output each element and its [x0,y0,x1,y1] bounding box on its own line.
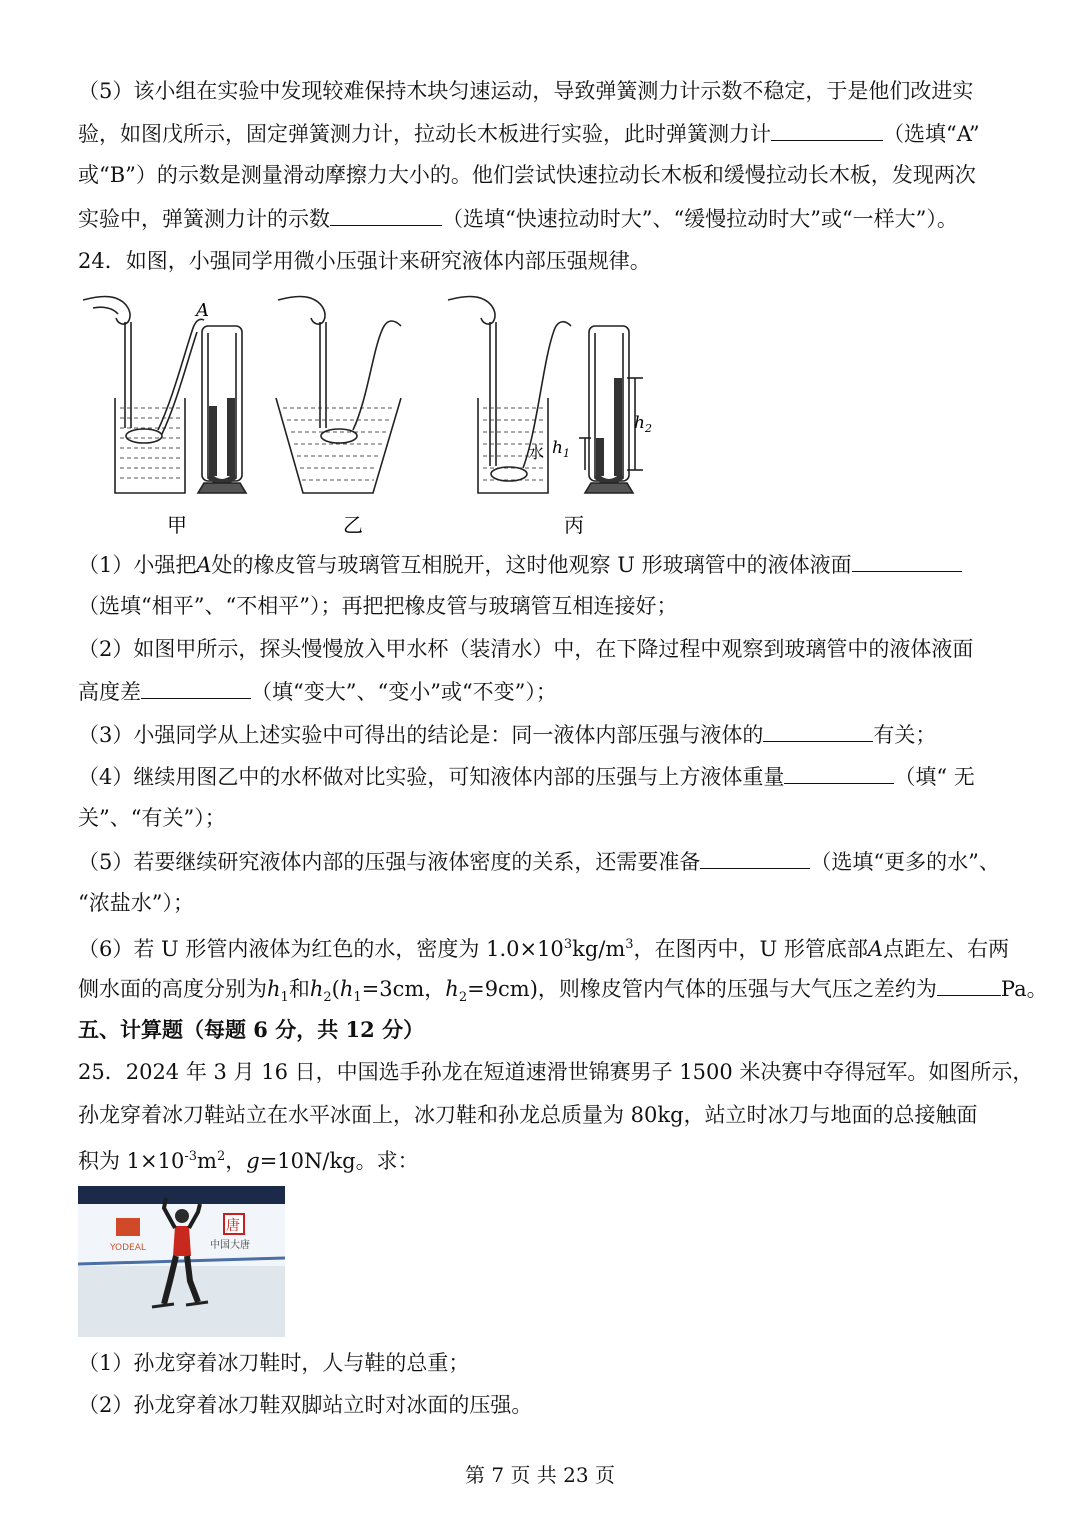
text: （选填“A” [883,122,980,146]
text: h [267,977,281,1001]
q24-s1-line1 [78,549,1008,580]
logo-mark [116,1218,140,1236]
figure-yi [276,297,401,494]
skater-photo [78,1186,285,1337]
text: 验，如图戊所示，固定弹簧测力计，拉动长木板进行实验，此时弹簧测力计 [78,122,771,146]
text: ，在图丙中，U 形管底部 [633,937,868,961]
text: =10N/kg。求： [259,1149,419,1173]
q24-s4-line2: 关”、“有关”）； [78,806,226,830]
q25-line3 [78,1142,1008,1176]
text: 侧水面的高度分别为 [78,977,267,1001]
page-footer: 第 7 页 共 23 页 [465,1463,615,1487]
text: 高度差 [78,680,141,704]
text: 实验中，弹簧测力计的示数 [78,207,330,231]
text: A [196,553,212,577]
label-bing: 丙 [564,513,584,537]
text: h [309,977,324,1001]
text: （1）小强把 [78,553,197,577]
q25-s2: （2）孙龙穿着冰刀鞋双脚站立时对冰面的压强。 [78,1393,533,1417]
answer-blank[interactable] [763,719,873,742]
text: （3）小强同学从上述实验中可得出的结论是：同一液体内部压强与液体的 [78,723,764,747]
label-h2: $h_2$ [634,413,652,435]
q24-s5-line2: “浓盐水”）； [78,891,194,915]
answer-blank[interactable] [700,846,810,869]
text: （填“ 无 [894,765,975,789]
sub: 1 [353,990,362,1006]
text: h [339,977,354,1001]
q24-s2-line2 [78,676,1008,707]
text: 有关； [873,723,937,747]
sup: 3 [563,937,573,952]
q23-p5-line3: 或“B”）的示数是测量滑动摩擦力大小的。他们尝试快速拉动长木板和缓慢拉动长木板，发现两次 [78,163,976,187]
label-water: 水 [528,443,545,462]
text: A [867,937,884,961]
q23-p5-line4 [78,203,1008,234]
answer-blank[interactable] [141,676,251,699]
text: 点距左、右两 [883,937,1010,961]
text: m [197,1149,217,1173]
text: （6）若 U 形管内液体为红色的水，密度为 1.0×10 [78,937,564,961]
text: =9cm)，则橡皮管内气体的压强与大气压之差约为 [467,977,937,1001]
answer-blank[interactable] [784,761,894,784]
logo-mark-text: 唐 [226,1218,240,1234]
text: 处的橡皮管与玻璃管互相脱开，这时他观察 U 形玻璃管中的液体液面 [211,553,852,577]
text: （4）继续用图乙中的水杯做对比实验，可知液体内部的压强与上方液体重量 [78,765,785,789]
figure-jia [83,297,246,494]
q24-s3 [78,719,1008,750]
text: ， [225,1149,247,1173]
text: ( [331,977,340,1001]
sub: 2 [458,990,468,1006]
sup: -3 [184,1149,198,1164]
logo-text-2: 中国大唐 [210,1240,250,1251]
figure-bing [448,297,643,494]
q25-line2: 孙龙穿着冰刀鞋站立在水平冰面上，冰刀鞋和孙龙总质量为 80kg，站立时冰刀与地面的总接触面 [78,1103,978,1127]
skater-photo-illustration [78,1186,285,1337]
text: kg/m [572,937,626,961]
text: Pa。 [1000,977,1048,1001]
text: （5）若要继续研究液体内部的压强与液体密度的关系，还需要准备 [78,850,701,874]
q24-s4-line1 [78,761,1008,792]
text: （填“变大”、“变小”或“不变”）； [251,680,557,704]
q24-s6-line2 [78,973,1048,1013]
text: g [246,1149,260,1173]
section-title: 五、计算题（每题 6 分，共 12 分） [78,1017,425,1042]
label-yi: 乙 [343,513,363,537]
sub: 1 [280,990,289,1006]
text: h [445,977,459,1001]
text: =3cm， [361,977,446,1001]
text: 和 [288,977,310,1001]
label-a: A [196,300,209,321]
q24-stem: 24．如图，小强同学用微小压强计来研究液体内部压强规律。 [78,249,651,273]
q24-s5-line1 [78,846,1008,877]
text: （选填“快速拉动时大”、“缓慢拉动时大”或“一样大”）。 [442,207,958,231]
pressure-gauge-figure [78,288,658,538]
q25-s1: （1）孙龙穿着冰刀鞋时，人与鞋的总重； [78,1351,470,1375]
q25-line1: 25．2024 年 3 月 16 日，中国选手孙龙在短道速滑世锦赛男子 1500 米决赛中夺得冠军。如图所示， [78,1060,1034,1084]
label-h1: $h_1$ [552,438,570,460]
sup: 2 [216,1149,226,1164]
sup: 3 [625,937,634,952]
answer-blank[interactable] [852,549,962,572]
q23-p5-line2 [78,118,1008,149]
q24-s2-line1: （2）如图甲所示，探头慢慢放入甲水杯（装清水）中，在下降过程中观察到玻璃管中的液体液面 [78,637,974,661]
q23-p5-line1: （5）该小组在实验中发现较难保持木块匀速运动，导致弹簧测力计示数不稳定，于是他们改进实 [78,79,974,103]
answer-blank[interactable] [771,118,883,141]
logo-text-1: YODEAL [110,1243,146,1253]
q24-s1-line2: （选填“相平”、“不相平”）；再把把橡皮管与玻璃管互相连接好； [78,594,678,618]
answer-blank[interactable] [937,973,1001,996]
text: 积为 1×10 [78,1149,185,1173]
answer-blank[interactable] [330,203,442,226]
q24-s6-line1 [78,930,1008,964]
text: （选填“更多的水”、 [810,850,1000,874]
sub: 2 [323,990,332,1006]
label-jia: 甲 [167,513,187,537]
